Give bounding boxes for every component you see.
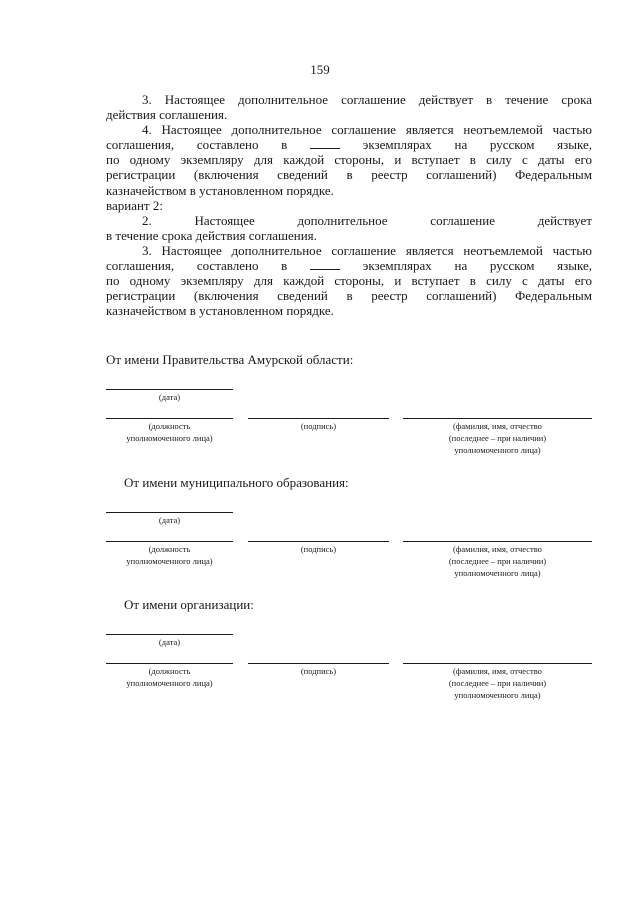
- position-line: [106, 418, 233, 419]
- signature-caption: (подпись): [300, 666, 337, 676]
- copies-count-blank: [310, 259, 340, 270]
- full-name-line: [403, 541, 592, 542]
- paragraph-line: по одному экземпляру для каждой стороны, и вступает в силу с даты его: [106, 273, 592, 289]
- full-name-caption-line: (фамилия, имя, отчество: [453, 666, 542, 676]
- paragraph-line: регистрации (включения сведений в реестр соглашений) Федеральным: [106, 288, 592, 304]
- paragraph-line: регистрации (включения сведений в реестр соглашений) Федеральным: [106, 167, 592, 183]
- full-name-caption-line: (фамилия, имя, отчество: [453, 421, 542, 431]
- text-before-blank: соглашения, составлено в: [106, 258, 288, 274]
- page-number: 159: [310, 62, 330, 77]
- full-name-caption-line: (последнее – при наличии): [448, 678, 547, 688]
- paragraph-line: 4. Настоящее дополнительное соглашение является неотъемлемой частью: [142, 122, 592, 138]
- position-caption: [96, 543, 243, 567]
- paragraph-line: 2. Настоящее дополнительное соглашение действует: [142, 212, 592, 228]
- full-name-caption-line: (последнее – при наличии): [448, 556, 547, 566]
- signature-caption: (подпись): [300, 544, 337, 554]
- agreement-text: [106, 92, 592, 318]
- date-caption: (дата): [158, 637, 181, 647]
- date-line: [106, 389, 233, 390]
- text-before-blank: соглашения, составлено в: [106, 137, 288, 153]
- position-caption-line: уполномоченного лица): [126, 433, 213, 443]
- date-caption: (дата): [158, 515, 181, 525]
- paragraph-line: [106, 258, 592, 273]
- variant-label: вариант 2:: [106, 197, 163, 213]
- paragraph-line: действия соглашения.: [106, 107, 228, 123]
- signature-heading-municipality: От имени муниципального образования:: [124, 475, 349, 490]
- signature-line: [248, 418, 389, 419]
- signature-line: [248, 541, 389, 542]
- signature-heading-government: От имени Правительства Амурской области:: [106, 352, 354, 367]
- signature-caption: (подпись): [300, 421, 337, 431]
- position-caption-line: уполномоченного лица): [126, 678, 213, 688]
- full-name-caption: [403, 543, 592, 579]
- paragraph-line: в течение срока действия соглашения.: [106, 227, 317, 243]
- copies-count-blank: [310, 138, 340, 149]
- paragraph-line: 3. Настоящее дополнительное соглашение действует в течение срока: [142, 92, 592, 107]
- paragraph-line: по одному экземпляру для каждой стороны, и вступает в силу с даты его: [106, 152, 592, 168]
- date-line: [106, 634, 233, 635]
- paragraph-line: 3. Настоящее дополнительное соглашение является неотъемлемой частью: [142, 242, 592, 258]
- signature-line: [248, 663, 389, 664]
- full-name-caption-line: (фамилия, имя, отчество: [453, 544, 542, 554]
- text-after-blank: экземплярах на русском языке,: [362, 258, 592, 274]
- full-name-caption-line: уполномоченного лица): [454, 568, 541, 578]
- position-caption-line: уполномоченного лица): [126, 556, 213, 566]
- full-name-caption: [403, 665, 592, 701]
- full-name-caption-line: уполномоченного лица): [454, 690, 541, 700]
- position-caption: [96, 420, 243, 444]
- position-caption-line: (должность: [148, 421, 191, 431]
- paragraph-line: казначейством в установленном порядке.: [106, 182, 334, 198]
- full-name-line: [403, 663, 592, 664]
- full-name-caption: [403, 420, 592, 456]
- full-name-caption-line: (последнее – при наличии): [448, 433, 547, 443]
- position-caption: [96, 665, 243, 689]
- signature-heading-organization: От имени организации:: [124, 597, 254, 612]
- date-caption: (дата): [158, 392, 181, 402]
- position-caption-line: (должность: [148, 666, 191, 676]
- text-after-blank: экземплярах на русском языке,: [362, 137, 592, 153]
- paragraph-line: казначейством в установленном порядке.: [106, 303, 334, 319]
- position-line: [106, 663, 233, 664]
- full-name-caption-line: уполномоченного лица): [454, 445, 541, 455]
- date-line: [106, 512, 233, 513]
- position-caption-line: (должность: [148, 544, 191, 554]
- paragraph-line: [106, 137, 592, 152]
- full-name-line: [403, 418, 592, 419]
- position-line: [106, 541, 233, 542]
